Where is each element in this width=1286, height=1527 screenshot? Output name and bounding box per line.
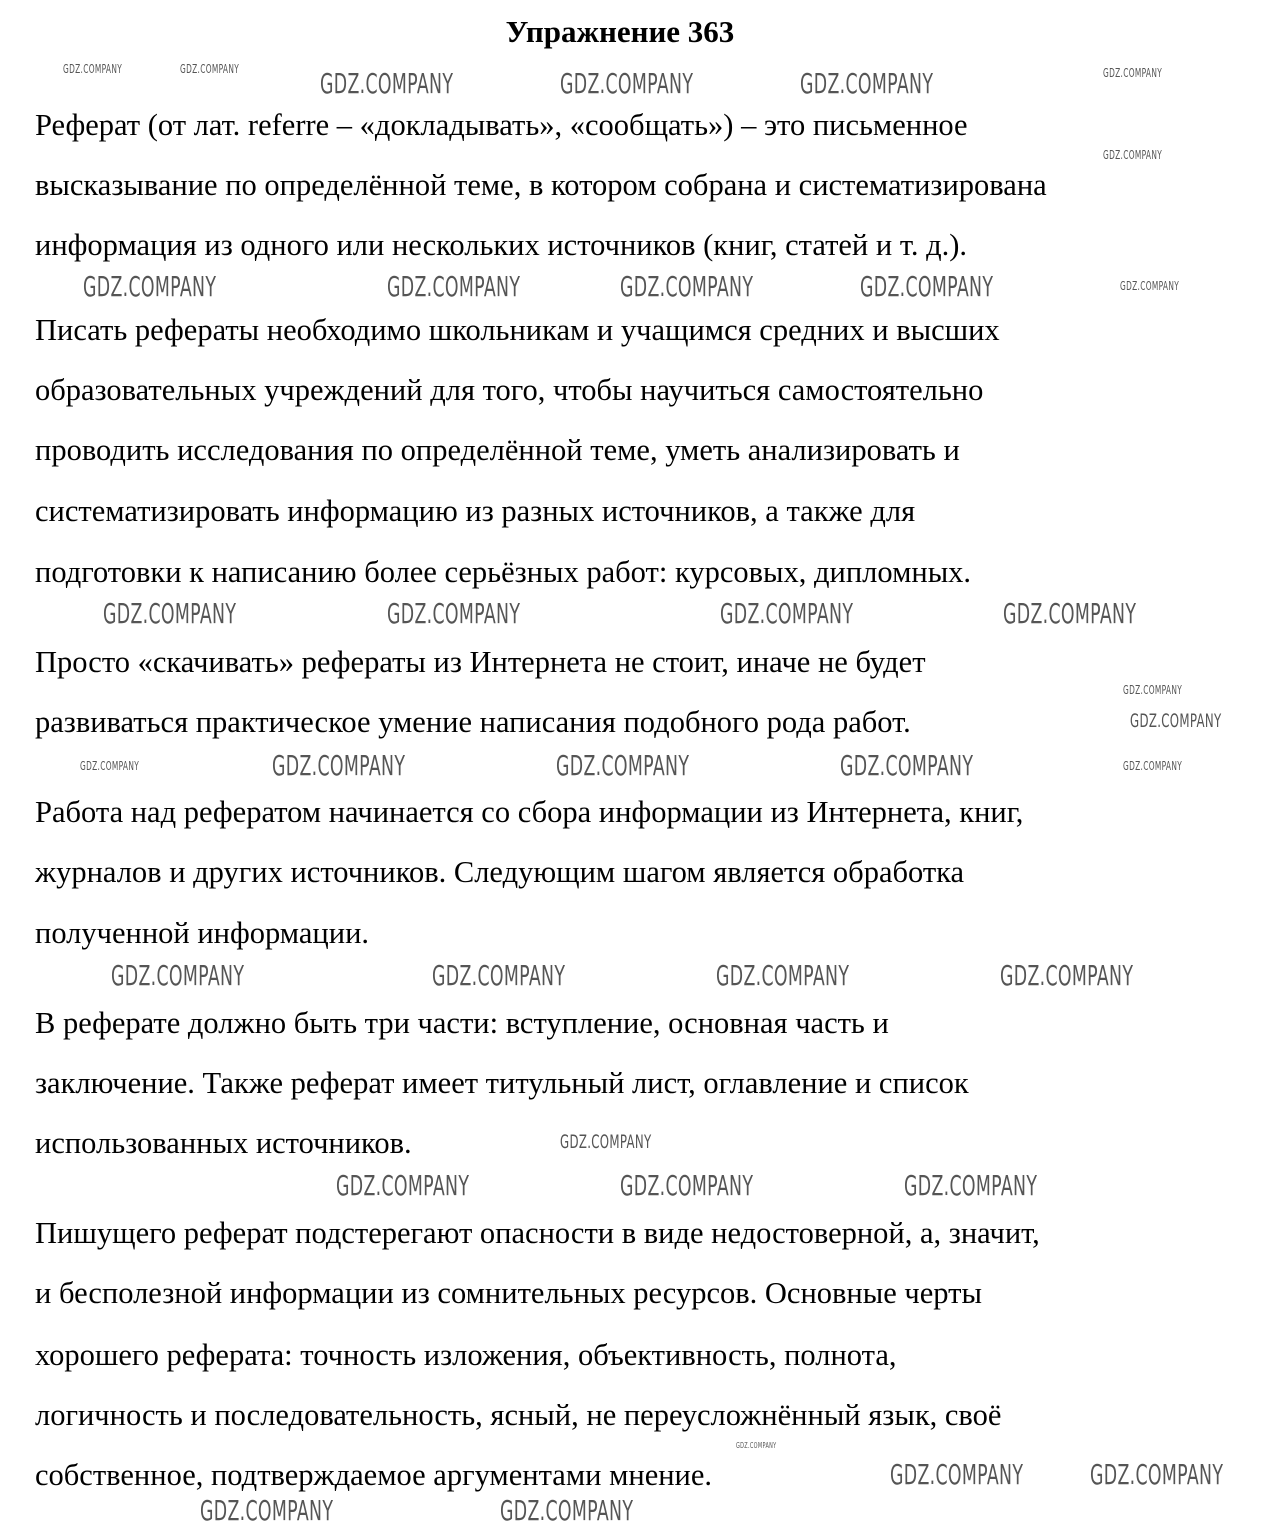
watermark: GDZ.COMPANY [890,1458,1024,1491]
watermark: GDZ.COMPANY [83,270,217,303]
text-line: журналов и других источников. Следующим шагом является обработка [35,855,965,889]
watermark: GDZ.COMPANY [1103,148,1163,162]
text-line: проводить исследования по определённой теме, уметь анализировать и [35,433,960,467]
exercise-title: Упражнение 363 [505,14,735,49]
watermark: GDZ.COMPANY [620,1169,754,1202]
watermark: GDZ.COMPANY [111,959,245,992]
watermark: GDZ.COMPANY [904,1169,1038,1202]
watermark: GDZ.COMPANY [336,1169,470,1202]
text-line: хорошего реферата: точность изложения, объективность, полнота, [35,1338,897,1372]
watermark: GDZ.COMPANY [860,270,994,303]
watermark: GDZ.COMPANY [320,67,454,100]
text-line: заключение. Также реферат имеет титульный лист, оглавление и список [35,1066,969,1100]
text-line: логичность и последовательность, ясный, не переусложнённый язык, своё [35,1398,1002,1432]
watermark: GDZ.COMPANY [1123,759,1183,773]
watermark: GDZ.COMPANY [180,62,240,76]
watermark: GDZ.COMPANY [560,67,694,100]
watermark: GDZ.COMPANY [716,959,850,992]
watermark: GDZ.COMPANY [387,597,521,630]
text-line: полученной информации. [35,916,370,950]
watermark: GDZ.COMPANY [620,270,754,303]
watermark: GDZ.COMPANY [1090,1458,1224,1491]
watermark: GDZ.COMPANY [500,1494,634,1527]
text-line: высказывание по определённой теме, в котором собрана и систематизирована [35,168,1047,202]
text-line: развиваться практическое умение написания подобного рода работ. [35,705,911,739]
watermark: GDZ.COMPANY [1120,279,1180,293]
text-line: Пишущего реферат подстерегают опасности в виде недостоверной, а, значит, [35,1216,1040,1250]
text-line: информация из одного или нескольких источников (книг, статей и т. д.). [35,228,968,262]
watermark: GDZ.COMPANY [103,597,237,630]
watermark: GDZ.COMPANY [720,597,854,630]
watermark: GDZ.COMPANY [1000,959,1134,992]
text-line: и бесполезной информации из сомнительных ресурсов. Основные черты [35,1276,982,1310]
text-line: Просто «скачивать» рефераты из Интернета не стоит, иначе не будет [35,645,926,679]
text-line: Писать рефераты необходимо школьникам и учащимся средних и высших [35,313,1000,347]
text-line: Работа над рефератом начинается со сбора информации из Интернета, книг, [35,795,1024,829]
watermark: GDZ.COMPANY [560,1131,652,1153]
watermark: GDZ.COMPANY [80,759,140,773]
watermark: GDZ.COMPANY [432,959,566,992]
watermark: GDZ.COMPANY [1130,710,1222,732]
text-line: использованных источников. [35,1126,412,1160]
text-line: подготовки к написанию более серьёзных работ: курсовых, дипломных. [35,555,972,589]
watermark: GDZ.COMPANY [1103,66,1163,80]
watermark: GDZ.COMPANY [736,1441,777,1450]
text-line: собственное, подтверждаемое аргументами мнение. [35,1458,713,1492]
watermark: GDZ.COMPANY [1123,683,1183,697]
watermark: GDZ.COMPANY [1003,597,1137,630]
text-line: В реферате должно быть три части: вступление, основная часть и [35,1006,889,1040]
watermark: GDZ.COMPANY [200,1494,334,1527]
watermark: GDZ.COMPANY [387,270,521,303]
text-line: Реферат (от лат. referre – «докладывать», «сообщать») – это письменное [35,108,968,142]
watermark: GDZ.COMPANY [63,62,123,76]
watermark: GDZ.COMPANY [840,749,974,782]
watermark: GDZ.COMPANY [800,67,934,100]
watermark: GDZ.COMPANY [556,749,690,782]
text-line: систематизировать информацию из разных источников, а также для [35,494,916,528]
watermark: GDZ.COMPANY [272,749,406,782]
text-line: образовательных учреждений для того, чтобы научиться самостоятельно [35,373,984,407]
